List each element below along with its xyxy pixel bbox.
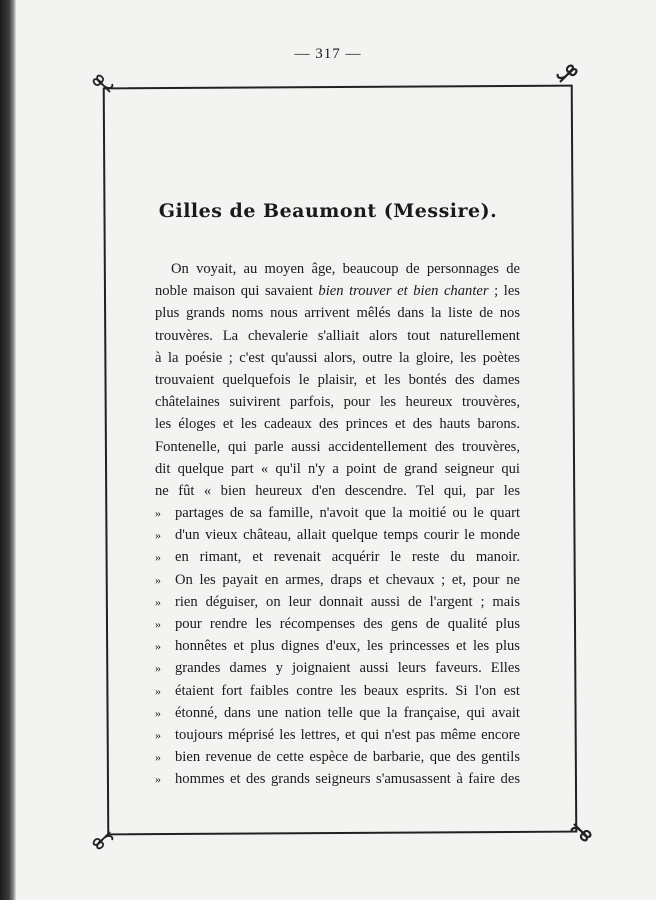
text-line-content: On voyait, au moyen âge, beaucoup de personnages de bbox=[171, 261, 520, 277]
text-line-content: étaient fort faibles contre les beaux esprits. Si l'on est bbox=[175, 682, 520, 699]
corner-ornament-bottom-left-icon bbox=[90, 826, 116, 852]
text-line bbox=[155, 502, 520, 524]
text-line bbox=[155, 524, 520, 546]
text-line-content: partages de sa famille, n'avoit que la moitié ou le quart bbox=[175, 505, 520, 522]
text-line-content: à la poésie ; c'est qu'aussi alors, outre la gloire, les poètes bbox=[155, 349, 520, 366]
text-line-content: bien revenue de cette espèce de barbarie, que des gentils bbox=[175, 749, 520, 766]
text-line-tail: ; les bbox=[488, 283, 520, 300]
text-line bbox=[155, 657, 520, 679]
text-line bbox=[155, 546, 520, 568]
corner-ornament-top-left-icon bbox=[90, 72, 116, 98]
text-line-content: grandes dames y joignaient aussi leurs faveurs. Elles bbox=[175, 660, 520, 677]
text-line-content: dit quelque part « qu'il n'y a point de grand seigneur qui bbox=[155, 460, 520, 477]
page-number: — 317 — bbox=[294, 46, 362, 62]
text-line bbox=[155, 347, 520, 369]
text-line-content: les éloges et les cadeaux des princes et des hauts barons. bbox=[155, 416, 520, 433]
text-line-content: d'un vieux château, allait quelque temps courir le monde bbox=[175, 527, 520, 544]
text-line bbox=[155, 768, 520, 790]
text-line bbox=[155, 613, 520, 635]
text-line-content: en rimant, et revenait acquérir le reste du manoir. bbox=[175, 549, 520, 566]
corner-ornament-top-right-icon bbox=[554, 62, 580, 88]
text-line bbox=[155, 746, 520, 768]
text-line bbox=[155, 436, 520, 458]
text-line bbox=[155, 569, 520, 591]
text-line bbox=[155, 391, 520, 413]
text-line-content: châtelaines suivirent parfois, pour les heureux trouvères, bbox=[155, 394, 520, 411]
text-line bbox=[155, 680, 520, 702]
text-line-content: honnêtes et plus dignes d'eux, les princesses et les plus bbox=[175, 638, 520, 655]
text-line bbox=[155, 724, 520, 746]
text-line bbox=[155, 280, 520, 302]
text-line-content: trouvaient quelquefois le plaisir, et les bontés des dames bbox=[155, 371, 520, 388]
text-line bbox=[155, 702, 520, 724]
text-line-content: étonné, dans une nation telle que la française, qui avait bbox=[175, 704, 520, 721]
text-line bbox=[155, 369, 520, 391]
text-line-content: pour rendre les récompenses des gens de qualité plus bbox=[175, 616, 520, 632]
text-line bbox=[155, 635, 520, 657]
text-line-content: plus grands noms nous arrivent mêlés dans la liste de nos bbox=[155, 305, 520, 322]
text-line bbox=[155, 413, 520, 435]
text-line bbox=[155, 458, 520, 480]
text-line-content: toujours méprisé les lettres, et qui n'est pas même encore bbox=[175, 726, 520, 743]
text-line-content: trouvères. La chevalerie s'alliait alors tout naturellement bbox=[155, 327, 520, 344]
text-line-content: ne fût « bien heureux d'en descendre. Tel qui, par les bbox=[155, 482, 520, 499]
text-line-content: On les payait en armes, draps et chevaux ; et, pour ne bbox=[175, 571, 520, 588]
text-line-content: rien déguiser, on leur donnait aussi de l'argent ; mais bbox=[175, 593, 520, 610]
body-paragraph bbox=[155, 258, 520, 791]
emphasized-phrase: bien trouver et bien chanter bbox=[318, 283, 489, 300]
text-line bbox=[155, 258, 520, 280]
text-line-content: hommes et des grands seigneurs s'amusassent à faire des bbox=[175, 771, 520, 788]
book-spine-shadow bbox=[0, 0, 16, 900]
text-line bbox=[155, 591, 520, 613]
text-line bbox=[155, 480, 520, 502]
text-line bbox=[155, 325, 520, 347]
text-line-content: noble maison qui savaient bbox=[155, 283, 319, 300]
text-line bbox=[155, 302, 520, 324]
corner-ornament-bottom-right-icon bbox=[568, 818, 594, 844]
text-line-content: Fontenelle, qui parle aussi accidentellement des trouvères, bbox=[155, 438, 520, 455]
chapter-title: Gilles de Beaumont (Messire). bbox=[158, 200, 498, 222]
